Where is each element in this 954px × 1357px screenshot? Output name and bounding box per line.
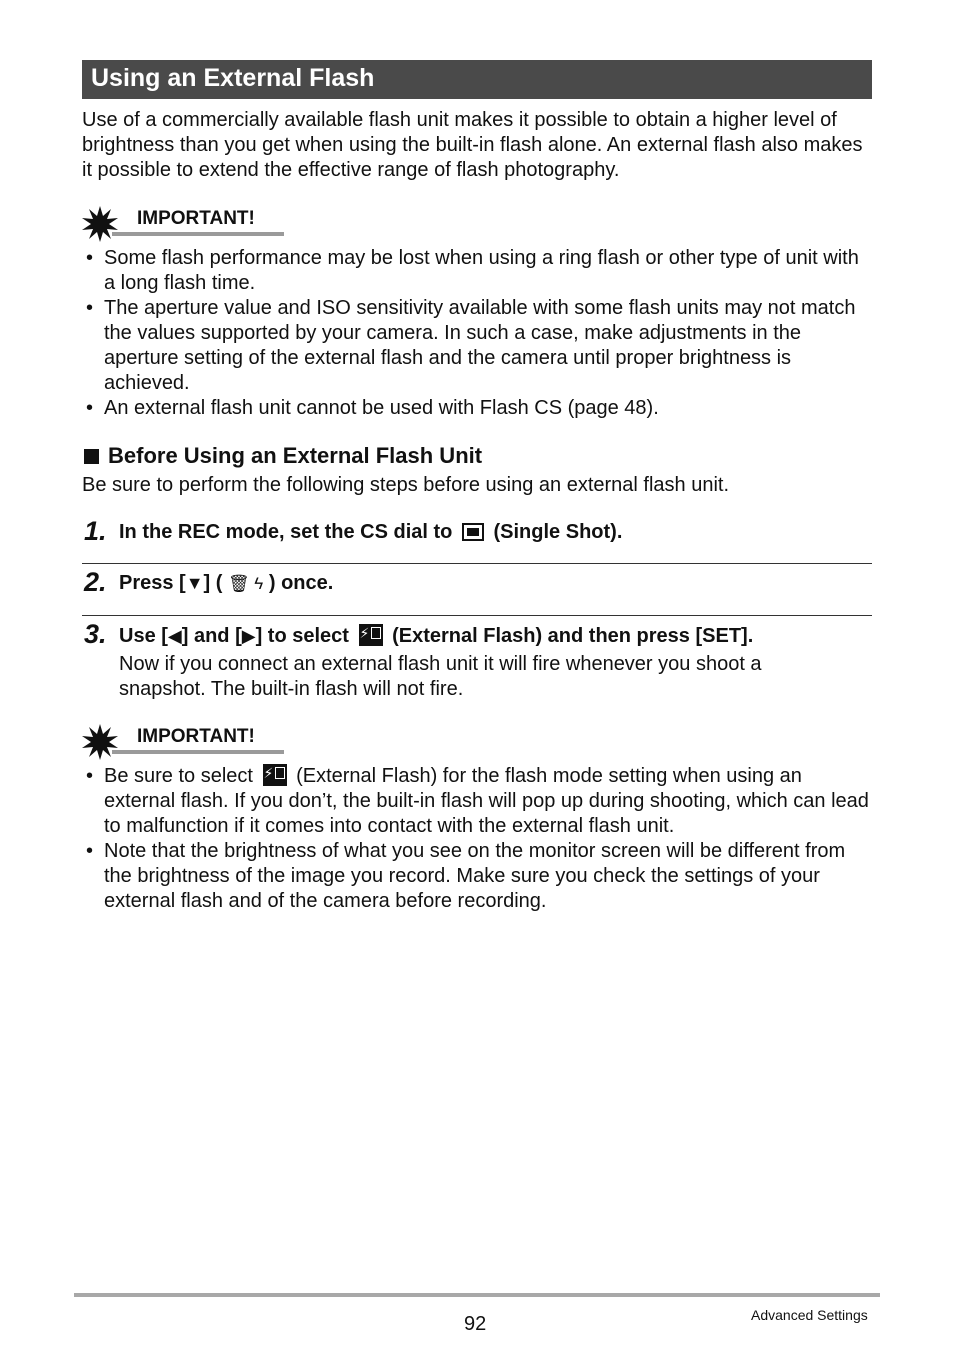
- important-list-2: [82, 764, 872, 914]
- page-number: 92: [464, 1313, 487, 1335]
- footer-rule: [74, 1293, 880, 1297]
- section-subtext: Be sure to perform the following steps before using an external flash unit.: [82, 474, 730, 496]
- important-underline: [112, 750, 284, 754]
- page-title: Using an External Flash: [91, 64, 375, 92]
- list-item: • The aperture value and ISO sensitivity available with some flash units may not match the values supported by your camera. In such a case, make adjustments in the aperture setting of the external flash and the camera until proper brightness is achieved.: [82, 296, 872, 396]
- down-arrow-icon: ▼: [185, 573, 204, 593]
- step-2-text: Press [▼] ( 🗑 ϟ ) once.: [119, 572, 334, 594]
- important-list-1: [82, 246, 872, 421]
- title-bar: [82, 60, 872, 99]
- step-number-3: 3.: [84, 619, 107, 649]
- important-label: IMPORTANT!: [137, 726, 255, 747]
- important-label: IMPORTANT!: [137, 208, 255, 229]
- list-item: • Note that the brightness of what you see on the monitor screen will be different from the brightness of the image you record. Make sure you check the settings of your external flash and of the camera before recording.: [82, 839, 872, 914]
- footer-section-label: Advanced Settings: [751, 1307, 868, 1323]
- list-item: • Some flash performance may be lost when using a ring flash or other type of unit with a long flash time.: [82, 246, 872, 296]
- right-arrow-icon: ▶: [241, 626, 256, 646]
- step-1-text: In the REC mode, set the CS dial to (Single Shot).: [119, 521, 623, 543]
- step-3-text: Use [◀] and [▶] to select ⚡ (External Flash) and then press [SET].: [119, 624, 753, 648]
- single-shot-icon: [462, 523, 484, 541]
- section-heading: Before Using an External Flash Unit: [84, 443, 482, 469]
- step-divider: [82, 563, 872, 564]
- step-number-2: 2.: [84, 567, 107, 597]
- left-arrow-icon: ◀: [167, 626, 182, 646]
- list-item: • An external flash unit cannot be used with Flash CS (page 48).: [82, 396, 872, 421]
- external-flash-icon: [263, 764, 287, 786]
- external-flash-icon: [359, 624, 383, 646]
- intro-paragraph: Use of a commercially available flash unit makes it possible to obtain a higher level of brightness than you get when using the built-in flash alone. An external flash also makes it possible to extend the effective range of flash photography.: [82, 109, 863, 181]
- important-underline: [112, 232, 284, 236]
- step-3-body: Now if you connect an external flash unit it will fire whenever you shoot a snapshot. The built-in flash will not fire.: [119, 653, 762, 700]
- square-bullet-icon: [84, 449, 99, 464]
- step-divider: [82, 615, 872, 616]
- step-number-1: 1.: [84, 516, 107, 546]
- important-burst-icon: [82, 206, 118, 242]
- important-burst-icon: [82, 724, 118, 760]
- list-item: • Be sure to select ⚡ (External Flash) for the flash mode setting when using an external flash. If you don’t, the built-in flash will pop up during shooting, which can lead to malfunction if it comes into contact with the external flash unit.: [82, 764, 872, 839]
- important-header-2: [82, 724, 292, 758]
- important-header-1: [82, 206, 292, 240]
- trash-flash-icon: 🗑 ϟ: [228, 574, 264, 593]
